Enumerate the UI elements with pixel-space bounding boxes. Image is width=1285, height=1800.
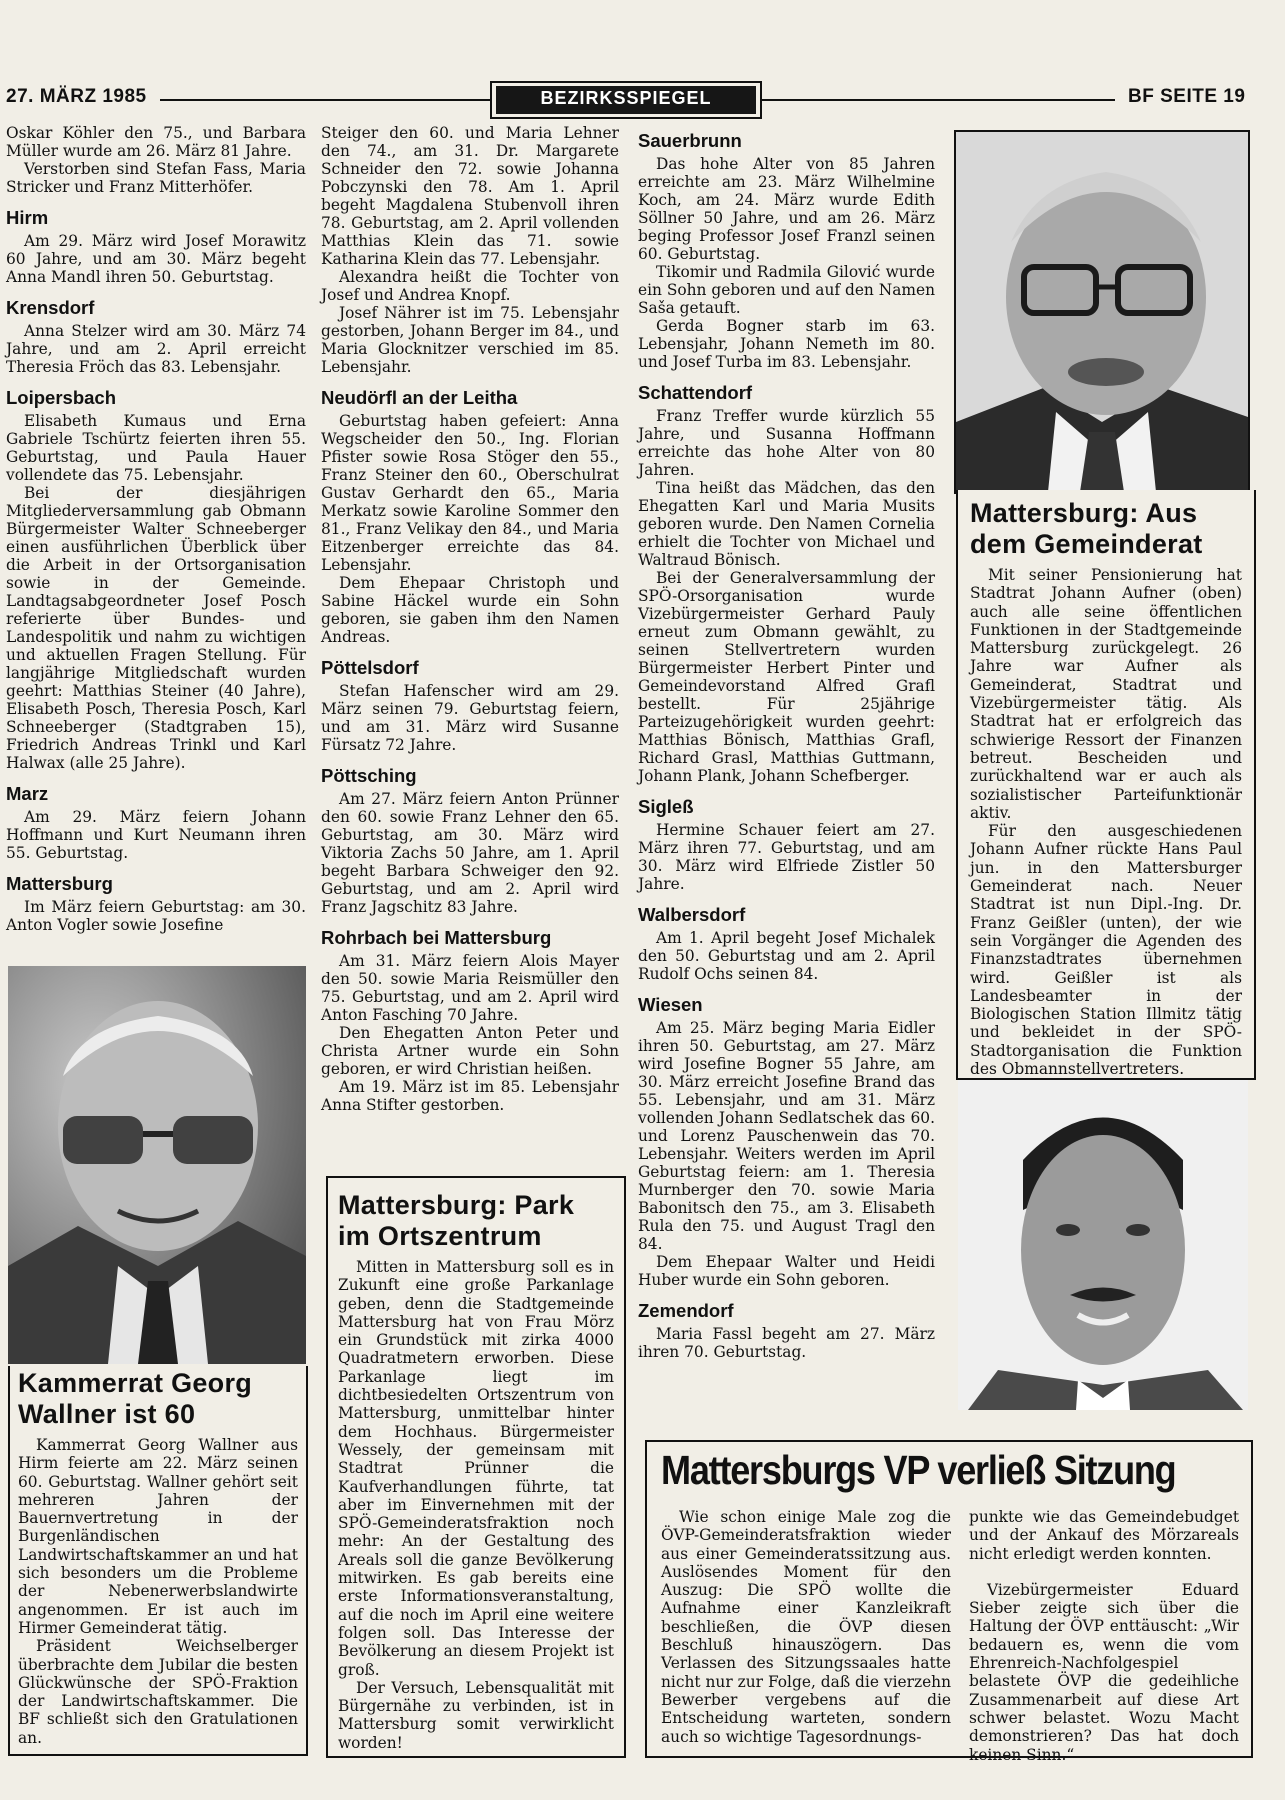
paragraph: Wie schon einige Male zog die ÖVP-Gemeinderatsfraktion wieder aus einer Gemeinderatssitzung aus. Auslösendes Moment für den Auszug: Die SPÖ wollte die Aufnahme einer Kanzleikraft beschließen, die ÖVP diesen Beschluß hinauszögern. Das Verlassen des Sitzungssaales hatte nicht nur zur Folge, daß die vierzehn Bewerber vergebens auf die Entscheidung warteten, sondern auch so wichtige Tagesordnungs- bbox=[661, 1508, 951, 1746]
article-title bbox=[338, 1190, 614, 1252]
paragraph: Präsident Weichselberger überbrachte dem Jubilar die besten Glückwünsche der SPÖ-Fraktion der Landwirtschaftskammer. Die BF schließt sich den Gratulationen an. bbox=[18, 1637, 298, 1747]
title-line: Mattersburg: Aus bbox=[970, 498, 1198, 528]
paragraph: Maria Fassl begeht am 27. März ihren 70. Geburtstag. bbox=[638, 1325, 935, 1361]
page-number: BF SEITE 19 bbox=[1128, 86, 1246, 107]
paragraph: Für den ausgeschiedenen Johann Aufner rückte Hans Paul jun. in den Mattersburger Gemeinderat nach. Neuer Stadtrat ist nun Dipl.-Ing. Dr. Franz Geißler (unten), der wie sein Vorgänger die Agenden des Finanzstadtrates übernehmen wird. Geißler ist als Landesbeamter in der Biologischen Station Illmitz tätig und bekleidet in der SPÖ-Stadtorganisation die Funktion des Obmannstellvertreters. bbox=[970, 822, 1242, 1079]
paragraph: Steiger den 60. und Maria Lehner den 74., am 31. Dr. Margarete Schneider den 72. sowie Johanna Pobczynski den 78. Am 1. April begeht Magdalena Stubenvoll ihren 78. Geburtstag, am 2. April vollenden Matthias Klein das 71. sowie Katharina Klein das 77. Lebensjahr. bbox=[321, 124, 619, 268]
paragraph: Am 29. März wird Josef Morawitz 60 Jahre, und am 30. März begeht Anna Mandl ihren 50. Geburtstag. bbox=[6, 232, 306, 286]
section-heading: Rohrbach bei Mattersburg bbox=[321, 927, 552, 948]
article-wallner bbox=[8, 1366, 308, 1756]
vp-column-a bbox=[661, 1508, 951, 1746]
section-heading: Pöttelsdorf bbox=[321, 657, 419, 678]
section-title: BEZIRKSSPIEGEL bbox=[496, 86, 756, 114]
paragraph: Mitten in Mattersburg soll es in Zukunft eine große Parkanlage geben, denn die Stadtgemeinde Mattersburg hat von Frau Mörz ein Grundstück mit zirka 4000 Quadratmetern erworben. Diese Parkanlage liegt im dichtbesiedelten Ortszentrum von Mattersburg, unmittelbar hinter dem Hochhaus. Bürgermeister Wessely, der gemeinsam mit Stadtrat Prünner die Kaufverhandlungen führte, tat aber im Einvernehmen mit der SPÖ-Gemeinderatsfraktion noch mehr: An der Gestaltung des Areals soll die ganze Bevölkerung mitwirken. Es gab bereits eine erste Informationsveranstaltung, auf die noch im April eine weitere folgen soll. Das Interesse der Bevölkerung an diesem Projekt ist groß. bbox=[338, 1258, 614, 1679]
portrait-aufner-illustration bbox=[956, 132, 1248, 492]
photo-franz-geissler bbox=[958, 1080, 1248, 1410]
paragraph: Tikomir und Radmila Gilović wurde ein Sohn geboren und auf den Namen Saša getauft. bbox=[638, 263, 935, 317]
photo-georg-wallner bbox=[8, 966, 306, 1364]
header-rule-right bbox=[760, 99, 1115, 101]
article-vp bbox=[645, 1440, 1253, 1764]
paragraph: Stefan Hafenscher wird am 29. März seinen 79. Geburtstag feiern, und am 31. März wird Susanne Fürsatz 72 Jahre. bbox=[321, 682, 619, 754]
title-line: Mattersburg: Park bbox=[338, 1190, 575, 1220]
paragraph: Dem Ehepaar Walter und Heidi Huber wurde ein Sohn geboren. bbox=[638, 1253, 935, 1289]
issue-date: 27. MÄRZ 1985 bbox=[6, 86, 147, 107]
section-heading: Neudörfl an der Leitha bbox=[321, 387, 518, 408]
section-banner bbox=[490, 81, 762, 119]
section-heading: Hirm bbox=[6, 207, 49, 228]
paragraph: Kammerrat Georg Wallner aus Hirm feierte am 22. März seinen 60. Geburtstag. Wallner gehört seit mehreren Jahren der Bauernvertretung in der Burgenländischen Landwirtschaftskammer an und hat sich besonders um die Probleme der Nebenerwerbslandwirte angenommen. Er ist auch im Hirmer Gemeinderat tätig. bbox=[18, 1436, 298, 1637]
portrait-wallner-illustration bbox=[8, 966, 306, 1364]
paragraph: Am 31. März feiern Alois Mayer den 50. sowie Maria Reismüller den 75. Geburtstag, und am 2. April wird Anton Fasching 70 Jahre. bbox=[321, 952, 619, 1024]
paragraph: Vizebürgermeister Eduard Sieber zeigte sich über die Haltung der ÖVP enttäuscht: „Wir bedauern es, wenn die vom Ehrenreich-Nachfolgespiel belastete ÖVP die gedeihliche Zusammenarbeit auf diese Art schwer belastet. Wozu Macht demonstrieren? Das hat doch keinen Sinn.“ bbox=[969, 1580, 1239, 1764]
section-heading: Schattendorf bbox=[638, 382, 753, 403]
section-heading: Walbersdorf bbox=[638, 904, 746, 925]
paragraph: Oskar Köhler den 75., und Barbara Müller wurde am 26. März 81 Jahre. bbox=[6, 124, 306, 160]
paragraph: Am 29. März feiern Johann Hoffmann und Kurt Neumann ihren 55. Geburtstag. bbox=[6, 808, 306, 862]
paragraph: Dem Ehepaar Christoph und Sabine Häckel wurde ein Sohn geboren, sie gaben ihm den Namen Andreas. bbox=[321, 574, 619, 646]
paragraph: Alexandra heißt die Tochter von Josef und Andrea Knopf. bbox=[321, 268, 619, 304]
column-3 bbox=[638, 130, 935, 1361]
paragraph: punkte wie das Gemeindebudget und der Ankauf des Mörzareals nicht erledigt werden konnten. bbox=[969, 1508, 1239, 1563]
section-heading: Sauerbrunn bbox=[638, 130, 742, 151]
section-heading: Loipersbach bbox=[6, 387, 116, 408]
article-title bbox=[18, 1368, 298, 1430]
paragraph: Tina heißt das Mädchen, das den Ehegatten Karl und Maria Musits geboren wurde. Den Namen Cornelia erhielt die Tochter von Michael und Waltraud Bönisch. bbox=[638, 479, 935, 569]
paragraph: Hermine Schauer feiert am 27. März ihren 77. Geburtstag, und am 30. März wird Elfriede Zistler 50 Jahre. bbox=[638, 821, 935, 893]
paragraph: Anna Stelzer wird am 30. März 74 Jahre, und am 2. April erreicht Theresia Fröch das 83. Lebensjahr. bbox=[6, 322, 306, 376]
title-line: Kammerrat Georg bbox=[18, 1368, 253, 1398]
paragraph: Elisabeth Kumaus und Erna Gabriele Tschürtz feierten ihren 55. Geburtstag, und Paula Hauer vollendete das 75. Lebensjahr. bbox=[6, 412, 306, 484]
article-title bbox=[970, 498, 1242, 560]
paragraph: Gerda Bogner starb im 63. Lebensjahr, Johann Nemeth im 80. und Josef Turba im 83. Lebensjahr. bbox=[638, 317, 935, 371]
section-heading: Zemendorf bbox=[638, 1300, 734, 1321]
paragraph: Bei der Generalversammlung der SPÖ-Orsorganisation wurde Vizebürgermeister Gerhard Pauly erneut zum Obmann gewählt, zu seinen Stellvertretern wurden Bürgermeister Herbert Pinter und Gemeindevorstand Alfred Grafl bestellt. Für 25jährige Parteizugehörigkeit wurden geehrt: Matthias Bönisch, Matthias Grafl, Richard Grasl, Matthias Guttmann, Johann Plank, Johann Schefberger. bbox=[638, 569, 935, 785]
paragraph: Das hohe Alter von 85 Jahren erreichte am 23. März Wilhelmine Koch, am 24. März wurde Edith Söllner 50 Jahre, und am 26. März beging Professor Josef Franzl seinen 60. Geburtstag. bbox=[638, 155, 935, 263]
paragraph: Im März feiern Geburtstag: am 30. Anton Vogler sowie Josefine bbox=[6, 898, 306, 934]
section-heading: Mattersburg bbox=[6, 873, 113, 894]
paragraph: Josef Nährer ist im 75. Lebensjahr gestorben, Johann Berger im 84., und Maria Glocknitzer verschied im 85. Lebensjahr. bbox=[321, 304, 619, 376]
article-aufner bbox=[956, 490, 1256, 1080]
section-heading: Krensdorf bbox=[6, 297, 95, 318]
paragraph: Geburtstag haben gefeiert: Anna Wegscheider den 50., Ing. Florian Pfister sowie Rosa Stöger den 55., Franz Steiner den 60., Oberschulrat Gustav Gerhardt den 65., Maria Merkatz sowie Karoline Sommer den 81., Franz Velikay den 84., und Maria Eitzenberger erreichte das 84. Lebensjahr. bbox=[321, 412, 619, 574]
title-line: im Ortszentrum bbox=[338, 1221, 542, 1251]
paragraph: Am 19. März ist im 85. Lebensjahr Anna Stifter gestorben. bbox=[321, 1078, 619, 1114]
section-heading: Pöttsching bbox=[321, 765, 417, 786]
paragraph: Am 27. März feiern Anton Prünner den 60. sowie Franz Lehner den 65. Geburtstag, am 30. März wird Viktoria Zachs 50 Jahre, am 1. April begeht Barbara Schweiger den 92. Geburtstag, und am 2. April wird Franz Jagschitz 83 Jahre. bbox=[321, 790, 619, 916]
paragraph: Franz Treffer wurde kürzlich 55 Jahre, und Susanna Hoffmann erreichte das hohe Alter von 80 Jahren. bbox=[638, 407, 935, 479]
paragraph: Mit seiner Pensionierung hat Stadtrat Johann Aufner (oben) auch alle seine öffentlichen Funktionen in der Stadtgemeinde Mattersburg zurückgelegt. 26 Jahre war Aufner als Gemeinderat, Stadtrat und Vizebürgermeister tätig. Als Stadtrat hat er erfolgreich das schwierige Ressort der Finanzen betreut. Bescheiden und zurückhaltend war er auch als sozialistischer Parteifunktionär aktiv. bbox=[970, 566, 1242, 822]
paragraph: Am 1. April begeht Josef Michalek den 50. Geburtstag und am 2. April Rudolf Ochs seinen 84. bbox=[638, 929, 935, 983]
section-heading: Wiesen bbox=[638, 994, 703, 1015]
photo-johann-aufner bbox=[954, 130, 1250, 494]
paragraph: Der Versuch, Lebensqualität mit Bürgernähe zu verbinden, ist in Mattersburg somit verwirklicht worden! bbox=[338, 1678, 614, 1752]
column-2 bbox=[321, 124, 619, 1114]
title-line: Wallner ist 60 bbox=[18, 1399, 196, 1429]
article-title: Mattersburgs VP verließ Sitzung bbox=[661, 1447, 1176, 1493]
paragraph: Verstorben sind Stefan Fass, Maria Stricker und Franz Mitterhöfer. bbox=[6, 160, 306, 196]
paragraph: Den Ehegatten Anton Peter und Christa Artner wurde ein Sohn geboren, er wird Christian heißen. bbox=[321, 1024, 619, 1078]
column-1 bbox=[6, 124, 306, 934]
paragraph: Bei der diesjährigen Mitgliederversammlung gab Obmann Bürgermeister Walter Schneeberger einen ausführlichen Überblick über die Arbeit in der Ortsorganisation sowie in der Gemeinde. Landtagsabgeordneter Josef Posch referierte über Bundes- und Landespolitik und nahm zu wichtigen und aktuellen Fragen Stellung. Für langjährige Mitgliedschaft wurden geehrt: Matthias Steiner (40 Jahre), Elisabeth Posch, Theresia Posch, Karl Schneeberger (Stadtgraben 15), Friedrich Andreas Trinkl und Karl Halwax (alle 25 Jahre). bbox=[6, 484, 306, 772]
section-heading: Marz bbox=[6, 783, 49, 804]
title-line: dem Gemeinderat bbox=[970, 529, 1203, 559]
paragraph: Am 25. März beging Maria Eidler ihren 50. Geburtstag, am 27. März wird Josefine Bogner 55 Jahre, am 30. März erreicht Josefine Brand das 55. Lebensjahr, und am 31. März vollenden Johann Sedlatschek das 60. und Lorenz Pauschenwein das 70. Lebensjahr. Weiters werden im April Geburtstag feiern: am 1. Theresia Murnberger den 70. sowie Maria Babonitsch den 75., am 3. Elisabeth Rula den 75. und August Tragl den 84. bbox=[638, 1019, 935, 1253]
header-rule-left bbox=[160, 99, 490, 101]
article-park bbox=[326, 1176, 626, 1758]
section-heading: Sigleß bbox=[638, 796, 694, 817]
portrait-geissler-illustration bbox=[958, 1080, 1248, 1410]
vp-column-b bbox=[969, 1508, 1239, 1764]
